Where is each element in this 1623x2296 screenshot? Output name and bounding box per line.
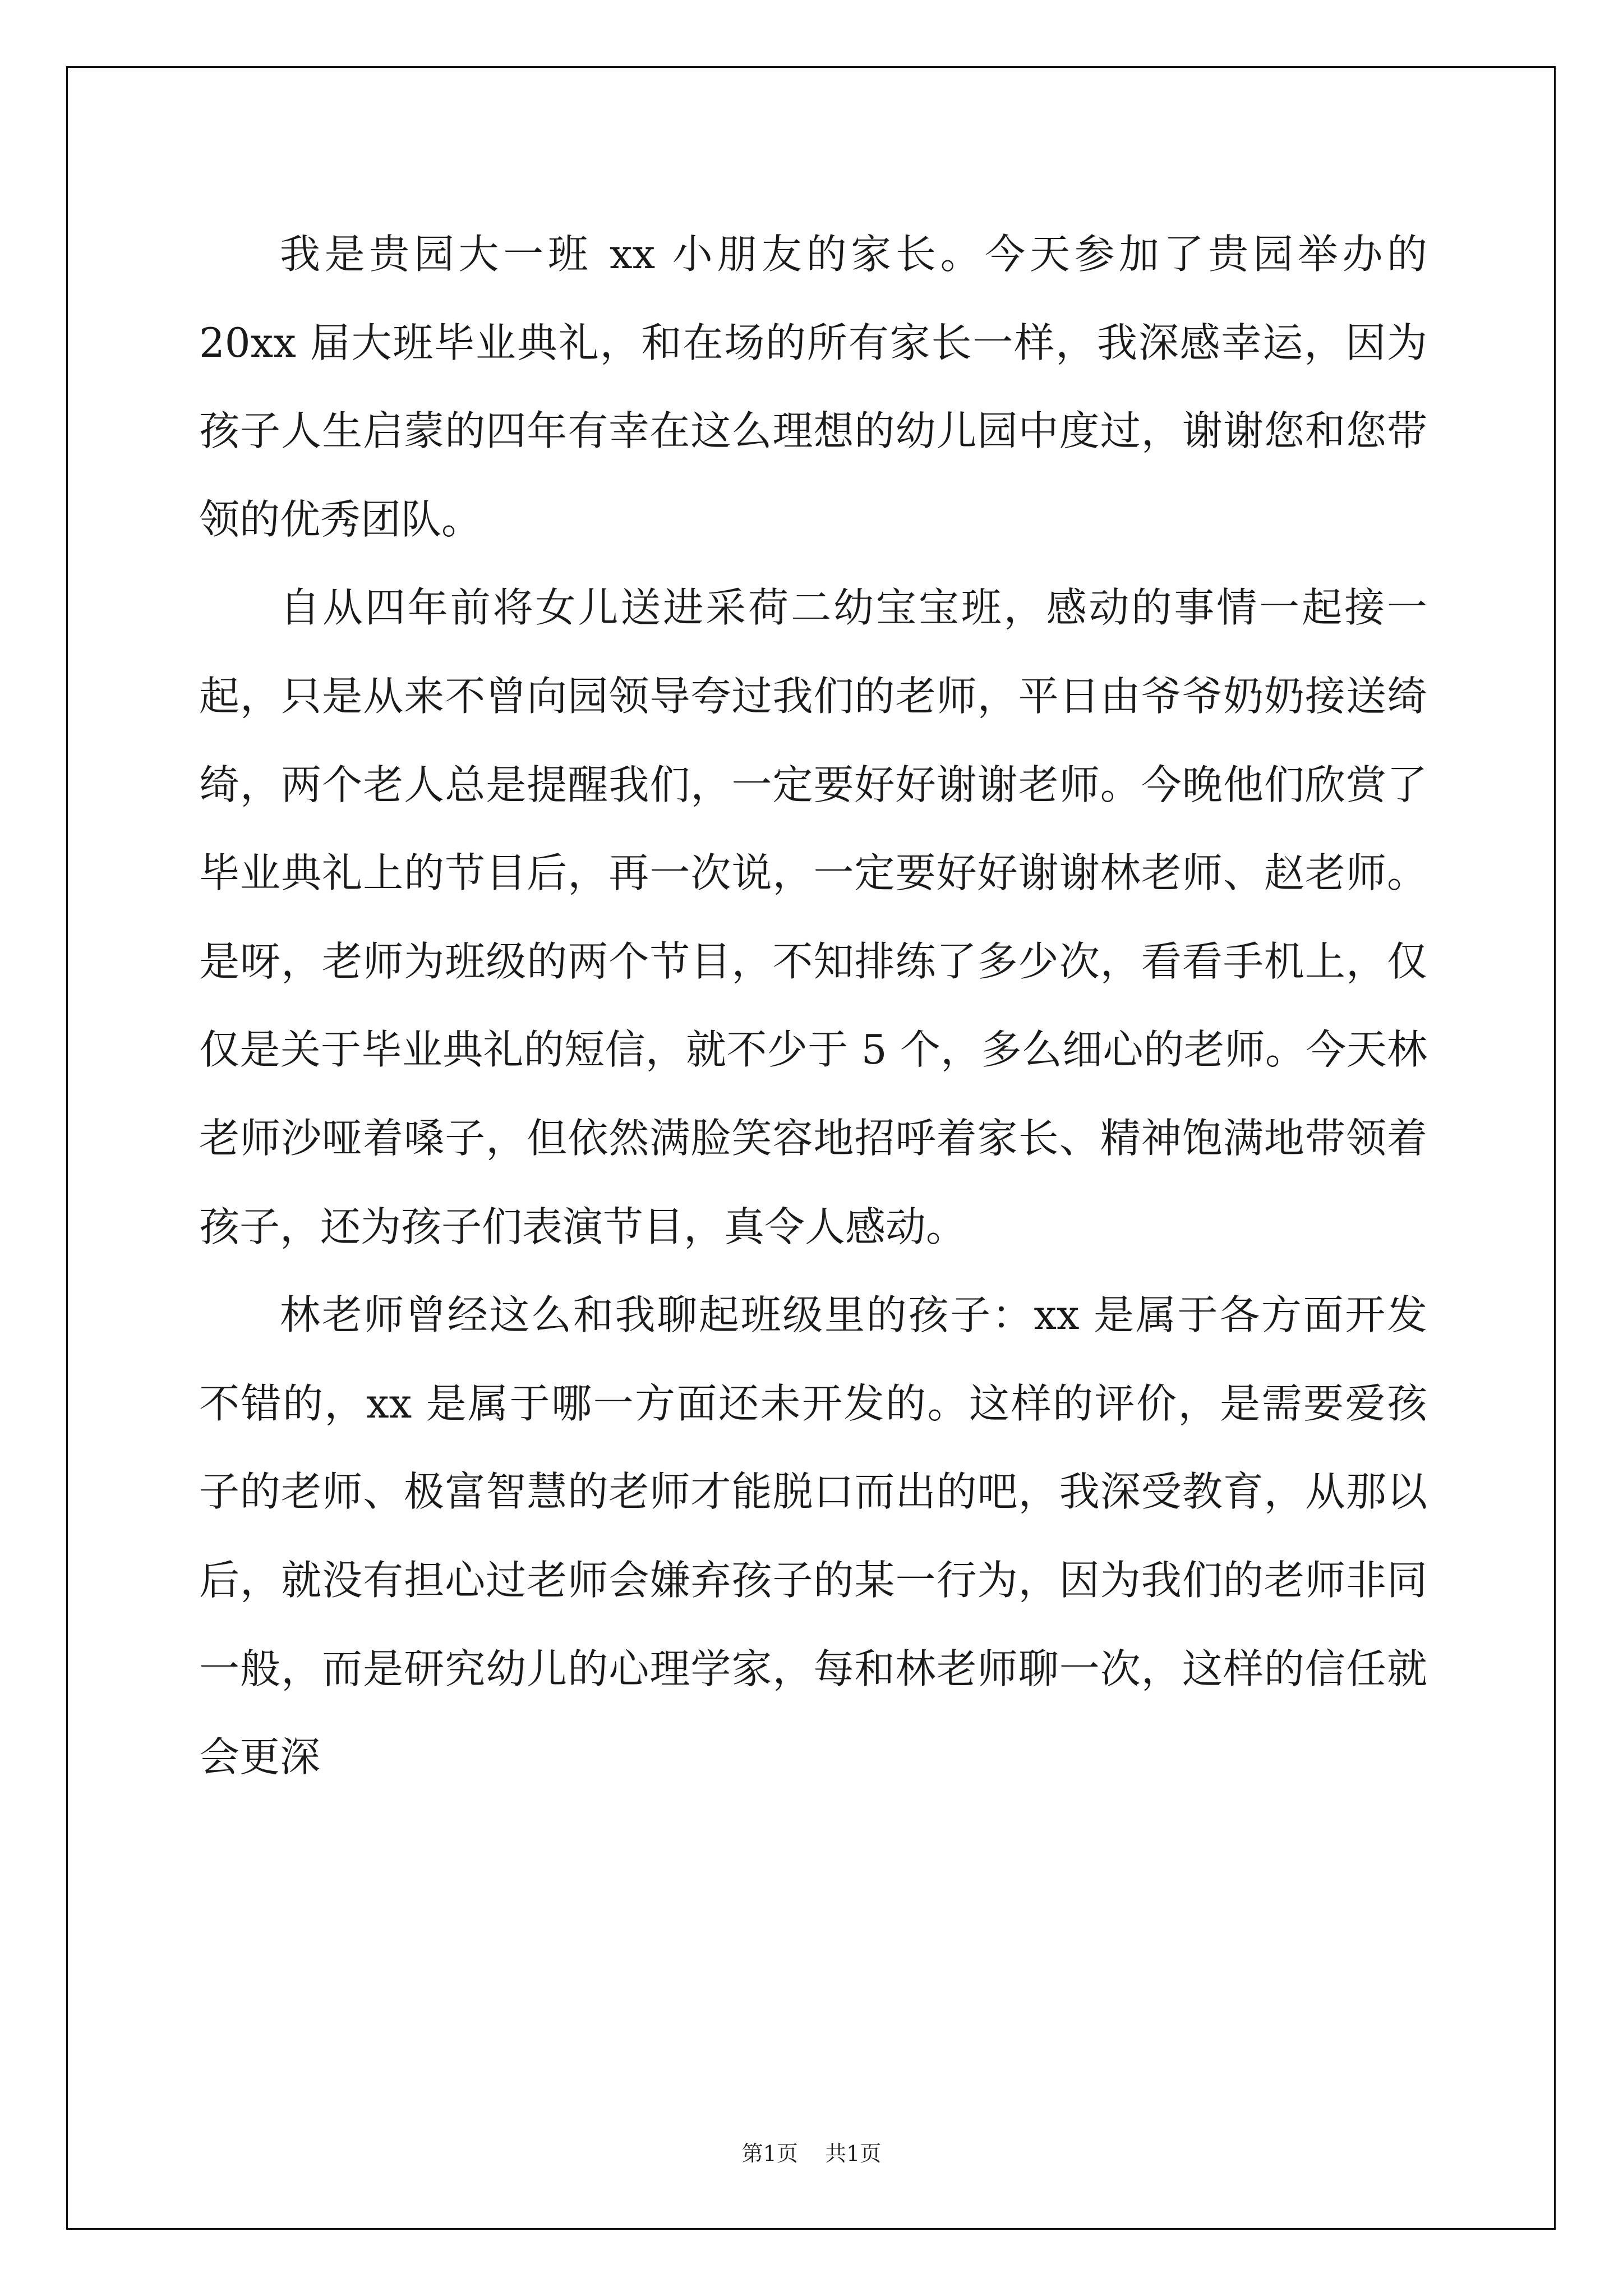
document-body: [199, 210, 1427, 1802]
paragraph-2: 自从四年前将女儿送进采荷二幼宝宝班，感动的事情一起接一起，只是从来不曾向园领导夸过我们的老师，平日由爷爷奶奶接送绮绮，两个老人总是提醒我们，一定要好好谢谢老师。今晚他们欣赏了毕业典礼上的节目后，再一次说，一定要好好谢谢林老师、赵老师。是呀，老师为班级的两个节目，不知排练了多少次，看看手机上，仅仅是关于毕业典礼的短信，就不少于 5 个，多么细心的老师。今天林老师沙哑着嗓子，但依然满脸笑容地招呼着家长、精神饱满地带领着孩子，还为孩子们表演节目，真令人感动。: [199, 584, 1427, 1250]
page-footer: 第1页 共1页: [741, 2141, 882, 2166]
paragraph-1: 我是贵园大一班 xx 小朋友的家长。今天参加了贵园举办的 20xx 届大班毕业典礼，和在场的所有家长一样，我深感幸运，因为孩子人生启蒙的四年有幸在这么理想的幼儿园中度过，谢谢您和您带领的优秀团队。: [199, 231, 1427, 543]
paragraph-3: 林老师曾经这么和我聊起班级里的孩子：xx 是属于各方面开发不错的，xx 是属于哪一方面还未开发的。这样的评价，是需要爱孩子的老师、极富智慧的老师才能脱口而出的吧，我深受教育，从那以后，就没有担心过老师会嫌弃孩子的某一行为，因为我们的老师非同一般，而是研究幼儿的心理学家，每和林老师聊一次，这样的信任就会更深: [199, 1291, 1427, 1781]
